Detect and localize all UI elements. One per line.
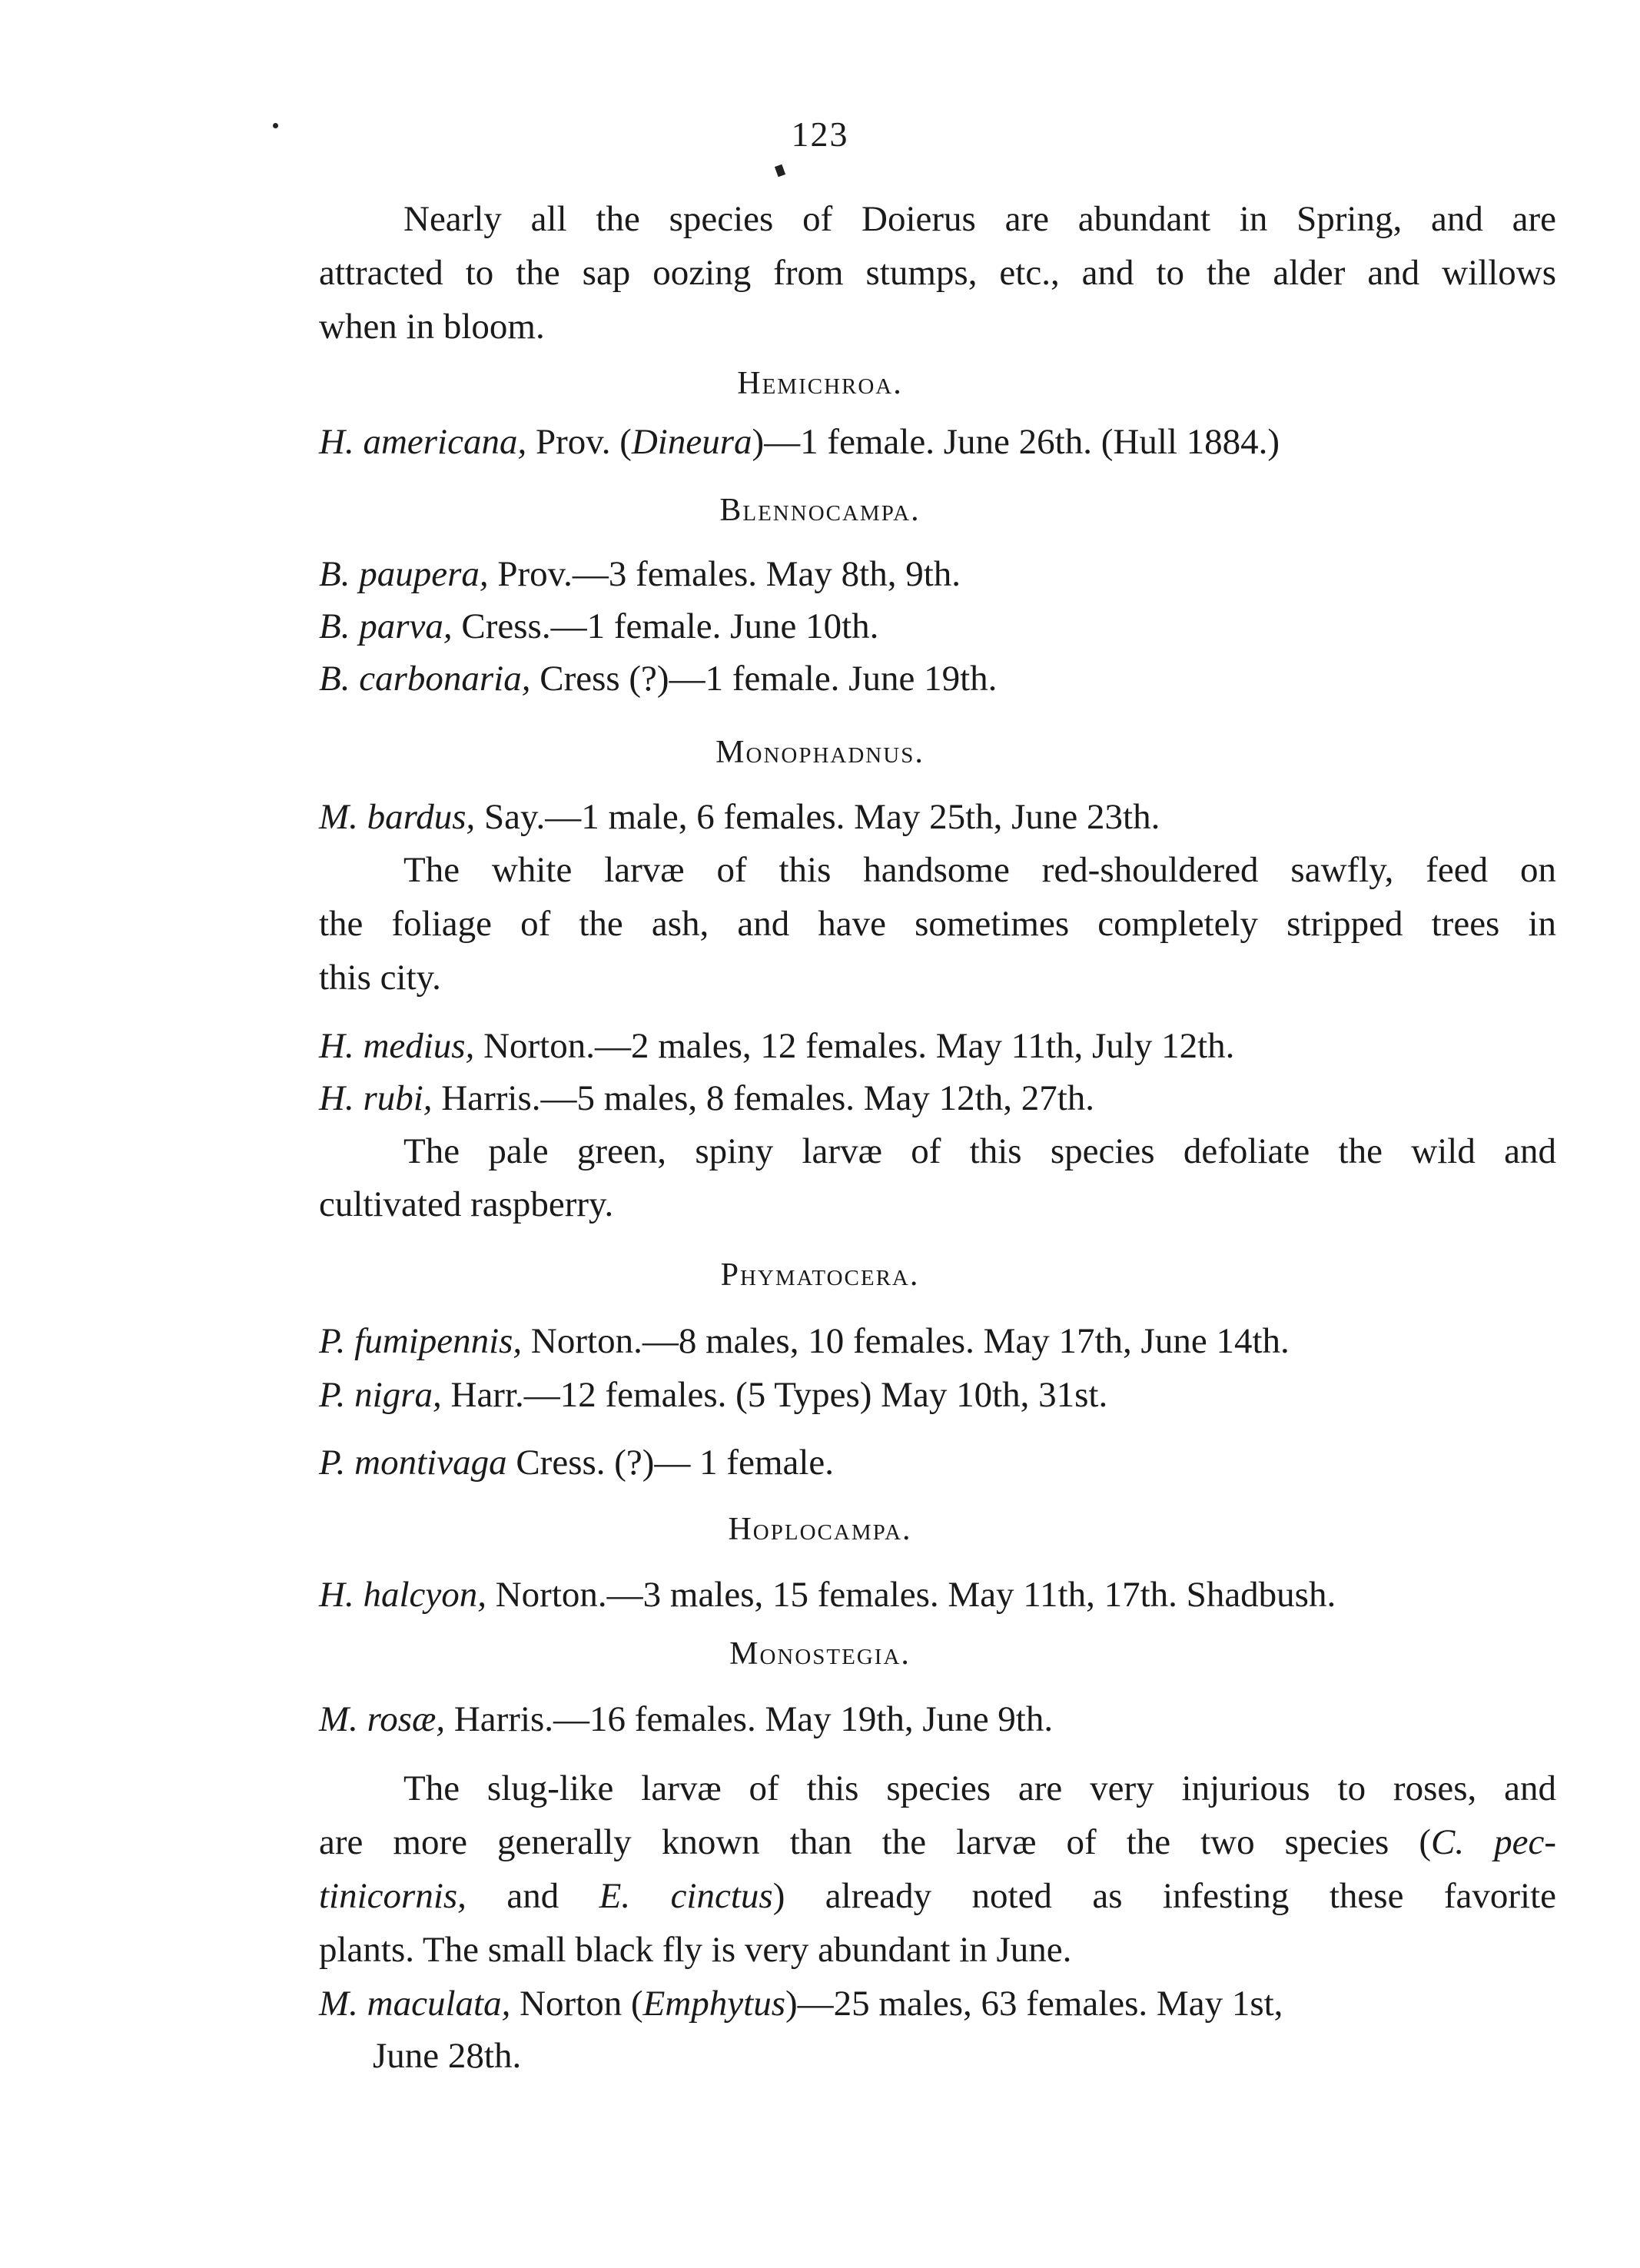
species-entry: H. medius, Norton.—2 males, 12 females. May 11th, July 12th. xyxy=(319,1026,1235,1066)
section-heading: Monostegia. xyxy=(729,1636,911,1672)
species-entry: B. carbonaria, Cress (?)—1 female. June 19th. xyxy=(319,659,998,699)
paragraph-line: the foliage of the ash, and have sometimes completely stripped trees in xyxy=(319,904,1556,944)
paragraph-line: are more generally known than the larvæ of the two species (C. pec- xyxy=(319,1822,1556,1862)
paragraph-line: The slug-like larvæ of this species are very injurious to roses, and xyxy=(403,1768,1556,1808)
paragraph-line: The white larvæ of this handsome red-shouldered sawfly, feed on xyxy=(403,850,1556,890)
species-name: P. montivaga xyxy=(319,1443,507,1483)
species-entry: B. parva, Cress.—1 female. June 10th. xyxy=(319,606,879,646)
section-heading: Hemichroa. xyxy=(737,366,903,401)
ink-mark xyxy=(775,164,785,178)
species-entry: H. rubi, Harris.—5 males, 8 females. May 12th, 27th. xyxy=(319,1078,1095,1118)
species-name: M. rosæ, xyxy=(319,1699,446,1739)
species-name: H. rubi, xyxy=(319,1078,433,1118)
species-name: B. carbonaria, xyxy=(319,659,531,699)
species-name: M. maculata, xyxy=(319,1984,511,2024)
paragraph-line: plants. The small black fly is very abundant in June. xyxy=(319,1930,1072,1970)
species-entry: H. halcyon, Norton.—3 males, 15 females. May 11th, 17th. Shadbush. xyxy=(319,1575,1336,1615)
paragraph-line: Nearly all the species of Doierus are abundant in Spring, and are xyxy=(403,199,1556,239)
species-entry: P. nigra, Harr.—12 females. (5 Types) May 10th, 31st. xyxy=(319,1375,1108,1415)
species-entry: M. bardus, Say.—1 male, 6 females. May 25th, June 23th. xyxy=(319,797,1160,837)
section-heading: Hoplocampa. xyxy=(728,1512,912,1547)
synonym-name: Emphytus xyxy=(642,1984,786,2024)
species-name: P. fumipennis, xyxy=(319,1321,523,1361)
paragraph-line: tinicornis, and E. cinctus) already noted as infesting these favorite xyxy=(319,1876,1556,1916)
section-heading: Phymatocera. xyxy=(720,1257,920,1293)
section-heading: Blennocampa. xyxy=(719,493,921,528)
paragraph-line: this city. xyxy=(319,958,441,998)
paragraph-line: The pale green, spiny larvæ of this species defoliate the wild and xyxy=(403,1131,1556,1171)
paragraph-line: when in bloom. xyxy=(319,307,545,347)
species-entry: M. maculata, Norton (Emphytus)—25 males, 63 females. May 1st, xyxy=(319,1984,1283,2024)
species-name: B. parva, xyxy=(319,606,453,646)
species-entry: P. fumipennis, Norton.—8 males, 10 females. May 17th, June 14th. xyxy=(319,1321,1290,1361)
species-entry: B. paupera, Prov.—3 females. May 8th, 9th. xyxy=(319,554,961,594)
species-entry-continuation: June 28th. xyxy=(373,2036,522,2076)
species-name: H. halcyon, xyxy=(319,1575,486,1615)
species-entry: M. rosæ, Harris.—16 females. May 19th, June 9th. xyxy=(319,1699,1054,1739)
species-name: M. bardus, xyxy=(319,797,476,837)
species-name: P. nigra, xyxy=(319,1375,442,1415)
synonym-name: Dineura xyxy=(631,422,752,462)
species-entry: H. americana, Prov. (Dineura)—1 female. June 26th. (Hull 1884.) xyxy=(319,422,1280,462)
species-name: B. paupera, xyxy=(319,554,489,594)
species-name: H. medius, xyxy=(319,1026,475,1066)
species-name: H. americana, xyxy=(319,422,527,462)
paragraph-line: attracted to the sap oozing from stumps, etc., and to the alder and willows xyxy=(319,253,1556,293)
paragraph-line: cultivated raspberry. xyxy=(319,1184,614,1224)
species-entry: P. montivaga Cress. (?)— 1 female. xyxy=(319,1443,835,1483)
section-heading: Monophadnus. xyxy=(715,735,925,770)
page-number: 123 xyxy=(791,115,849,154)
